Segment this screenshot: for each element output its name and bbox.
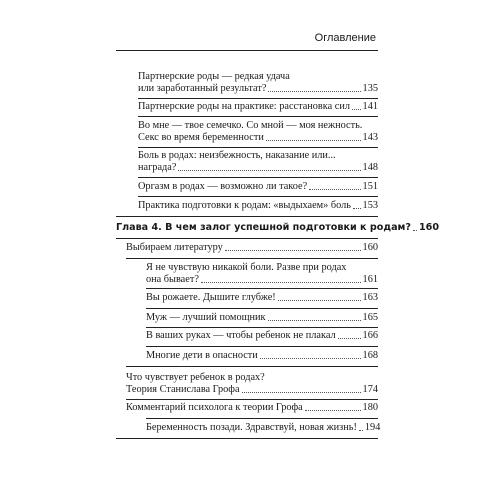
entry-line1: Во мне — твое семечко. Со мной — моя нежность.: [138, 120, 363, 131]
entry-line2: Секс во время беременности: [138, 132, 264, 143]
entry-line2: награда?: [138, 162, 177, 173]
entry-line1: В ваших руках — чтобы ребенок не плакал: [146, 330, 336, 341]
entry-page: 163: [362, 292, 378, 303]
entry-line1: Партнерские роды на практике: расстановка сил: [138, 101, 351, 112]
entry-line1: Боль в родах: неизбежность, наказание или...: [138, 150, 336, 161]
entry-line1: Что чувствует ребенок в родах?: [126, 372, 265, 383]
entry-line1: Многие дети в опасности: [146, 350, 258, 361]
entry-line1: Беременность позади. Здравствуй, новая жизнь!: [146, 422, 357, 433]
entry-line1: Оргазм в родах — возможно ли такое?: [138, 181, 308, 192]
entry-page: 160: [362, 242, 378, 253]
entry-line1: Партнерские роды — редкая удача: [138, 71, 290, 82]
entry-page: 168: [362, 350, 378, 361]
entry-page: 174: [362, 384, 378, 395]
entry-page: 148: [362, 162, 378, 173]
entry-line1: Муж — лучший помощник: [146, 312, 266, 323]
entry-line1: Выбираем литературу: [126, 242, 223, 253]
entry-page: 141: [362, 101, 378, 112]
entry-line1: Практика подготовки к родам: «выдыхаем» боль: [138, 200, 351, 211]
entry-page: 151: [362, 181, 378, 192]
entry-line2: она бывает?: [146, 274, 199, 285]
entry-page: 165: [362, 312, 378, 323]
entry-page: 153: [362, 200, 378, 211]
entry-line1: Комментарий психолога к теории Грофа: [126, 402, 303, 413]
entry-page: 180: [362, 402, 378, 413]
entry-page: 143: [362, 132, 378, 143]
entry-page: 194: [364, 422, 381, 433]
header-title: Оглавление: [314, 32, 376, 44]
entry-page: 135: [362, 83, 378, 94]
entry-line2: или заработанный результат?: [138, 83, 267, 94]
entry-line1: Вы рожаете. Дышите глубже!: [146, 292, 276, 303]
chapter-title: Глава 4. В чем залог успешной подготовки к родам?: [116, 222, 411, 233]
entry-line2: Теория Станислава Грофа: [126, 384, 240, 395]
entry-page: 166: [362, 330, 378, 341]
entry-page: 161: [362, 274, 378, 285]
chapter-page: 160: [418, 222, 439, 233]
toc-page-lower: [116, 28, 381, 488]
entry-line1: Я не чувствую никакой боли. Разве при родах: [146, 262, 347, 273]
